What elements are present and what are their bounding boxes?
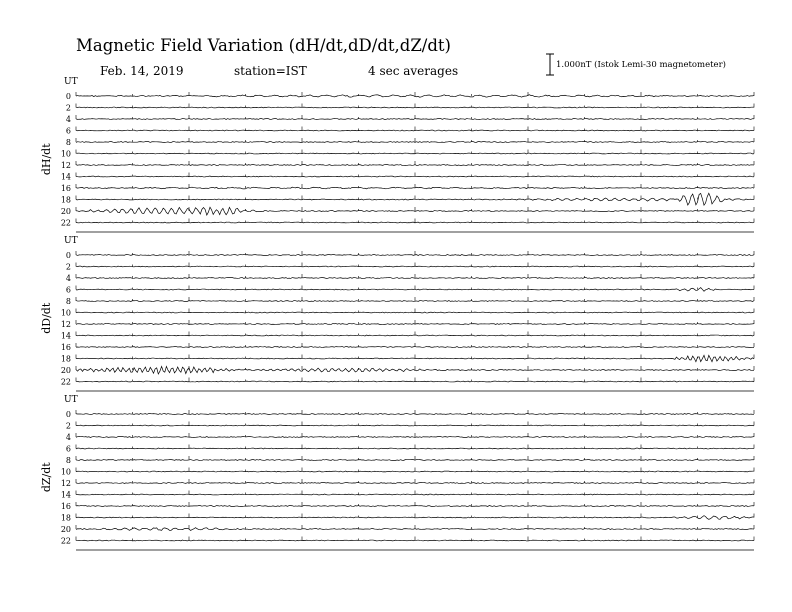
row-tick-label: 4 bbox=[65, 433, 71, 442]
row-tick-label: 10 bbox=[60, 149, 71, 159]
trace-line bbox=[76, 312, 754, 313]
row-tick-label: 0 bbox=[65, 92, 71, 101]
row-tick-label: 8 bbox=[65, 138, 71, 147]
row-tick-label: 0 bbox=[65, 410, 71, 419]
row-tick-label: 22 bbox=[60, 536, 71, 546]
row-tick-label: 4 bbox=[65, 274, 71, 283]
panel-axis-label: dD/dt bbox=[40, 302, 53, 334]
trace-line bbox=[76, 494, 754, 495]
row-tick-label: 10 bbox=[60, 308, 71, 318]
row-tick-label: 18 bbox=[60, 513, 71, 523]
trace-line bbox=[76, 193, 754, 205]
averaging-label: 4 sec averages bbox=[368, 64, 459, 78]
row-tick-label: 2 bbox=[65, 262, 71, 272]
trace-line bbox=[76, 255, 754, 256]
row-tick-label: 8 bbox=[65, 297, 71, 306]
row-tick-label: 2 bbox=[65, 421, 71, 431]
row-tick-label: 22 bbox=[60, 377, 71, 387]
row-tick-label: 8 bbox=[65, 456, 71, 465]
row-tick-label: 6 bbox=[65, 444, 71, 454]
scale-label: 1.000nT (Istok Lemi-30 magnetometer) bbox=[556, 60, 726, 70]
panel-axis-label: dZ/dt bbox=[40, 462, 53, 493]
row-tick-label: 20 bbox=[60, 207, 71, 216]
row-tick-label: 12 bbox=[60, 479, 71, 488]
row-tick-label: 10 bbox=[60, 467, 71, 477]
row-tick-label: 18 bbox=[60, 195, 71, 205]
row-tick-label: 16 bbox=[60, 343, 71, 352]
row-tick-label: 20 bbox=[60, 366, 71, 375]
trace-line bbox=[76, 414, 754, 415]
row-tick-label: 0 bbox=[65, 251, 71, 260]
date-label: Feb. 14, 2019 bbox=[100, 64, 184, 78]
trace-line bbox=[76, 130, 754, 131]
ut-axis-label: UT bbox=[64, 395, 78, 405]
row-tick-label: 6 bbox=[65, 285, 71, 295]
row-tick-label: 20 bbox=[60, 525, 71, 534]
row-tick-label: 14 bbox=[60, 490, 71, 500]
ut-axis-label: UT bbox=[64, 236, 78, 246]
trace-line bbox=[76, 381, 754, 382]
trace-line bbox=[76, 506, 754, 507]
row-tick-label: 2 bbox=[65, 103, 71, 113]
row-tick-label: 16 bbox=[60, 184, 71, 193]
station-label: station=IST bbox=[234, 64, 307, 78]
row-tick-label: 4 bbox=[65, 115, 71, 124]
trace-line bbox=[76, 176, 754, 177]
row-tick-label: 22 bbox=[60, 218, 71, 228]
trace-line bbox=[76, 425, 754, 426]
row-tick-label: 16 bbox=[60, 502, 71, 511]
ut-axis-label: UT bbox=[64, 77, 78, 87]
row-tick-label: 14 bbox=[60, 331, 71, 341]
row-tick-label: 6 bbox=[65, 126, 71, 136]
chart-title: Magnetic Field Variation (dH/dt,dD/dt,dZ/dt) bbox=[76, 36, 451, 55]
row-tick-label: 12 bbox=[60, 320, 71, 329]
row-tick-label: 14 bbox=[60, 172, 71, 182]
trace-line bbox=[76, 107, 754, 108]
panel-axis-label: dH/dt bbox=[40, 143, 53, 176]
trace-line bbox=[76, 540, 754, 541]
row-tick-label: 12 bbox=[60, 161, 71, 170]
row-tick-label: 18 bbox=[60, 354, 71, 364]
